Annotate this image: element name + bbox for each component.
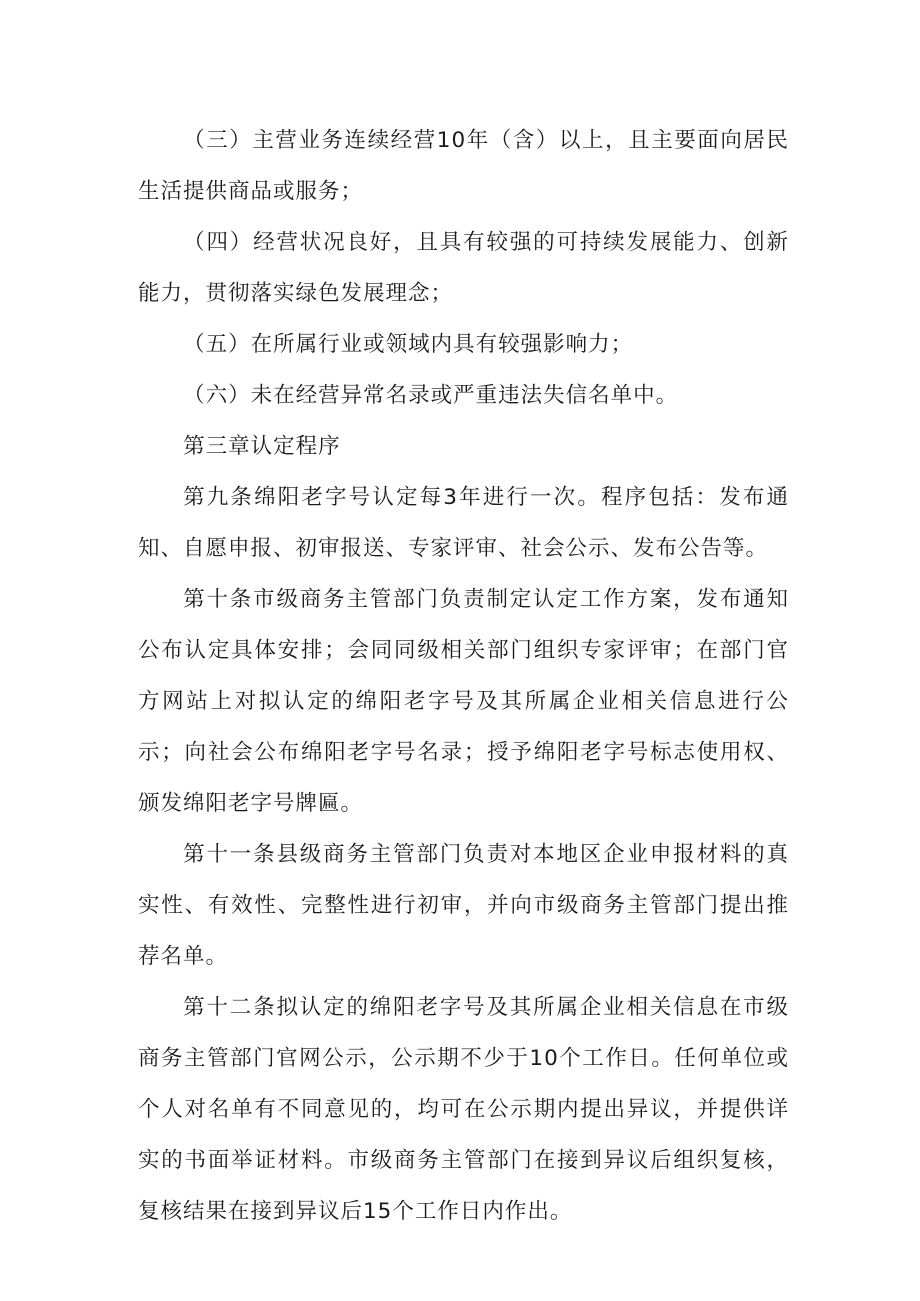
clause-item-4: （四）经营状况良好，且具有较强的可持续发展能力、创新能力，贯彻落实绿色发展理念； bbox=[138, 230, 789, 306]
chapter-heading: 第三章认定程序 bbox=[183, 434, 341, 459]
article-11: 第十一条县级商务主管部门负责对本地区企业申报材料的真实性、有效性、完整性进行初审，并向市级商务主管部门提出推荐名单。 bbox=[138, 842, 789, 969]
clause-item-6: （六）未在经营异常名录或严重违法失信名单中。 bbox=[183, 383, 679, 408]
article-9: 第九条绵阳老字号认定每3年进行一次。程序包括：发布通知、自愿申报、初审报送、专家评审、社会公示、发布公告等。 bbox=[138, 485, 789, 561]
clause-item-5: （五）在所属行业或领域内具有较强影响力； bbox=[183, 332, 634, 357]
clause-item-3: （三）主营业务连续经营10年（含）以上，且主要面向居民生活提供商品或服务； bbox=[138, 128, 789, 204]
article-12: 第十二条拟认定的绵阳老字号及其所属企业相关信息在市级商务主管部门官网公示，公示期不少于10个工作日。任何单位或个人对名单有不同意见的，均可在公示期内提出异议，并提供详实的书面举证材料。市级商务主管部门在接到异议后组织复核，复核结果在接到异议后15个工作日内作出。 bbox=[138, 995, 789, 1224]
article-10: 第十条市级商务主管部门负责制定认定工作方案，发布通知公布认定具体安排；会同同级相关部门组织专家评审；在部门官方网站上对拟认定的绵阳老字号及其所属企业相关信息进行公示；向社会公布绵阳老字号名录；授予绵阳老字号标志使用权、颁发绵阳老字号牌匾。 bbox=[138, 587, 789, 816]
document-body bbox=[138, 115, 789, 1237]
